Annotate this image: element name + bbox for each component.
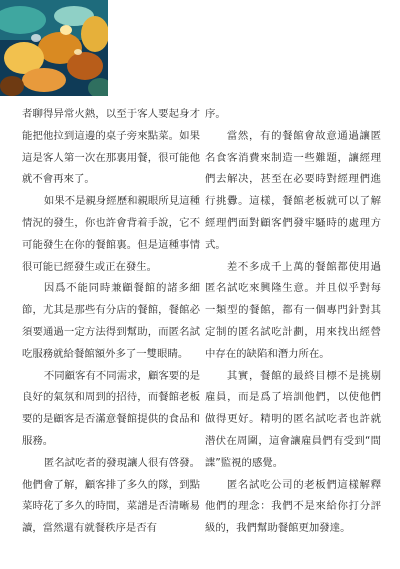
paragraph-8: 差不多成千上萬的餐館都使用過匿名試吃來興隆生意。并且似乎對每一類型的餐館，都有一個專門針對其定制的匿名試吃計劃，用來找出經營中存在的缺陷和潛力所在。 [205,260,381,360]
paragraph-7: 當然，有的餐館會故意通過讓匿名食客消費來制造一些難題，讓經理們去解决，甚至在必要時對經理們進行挑釁。這樣，餐館老板就可以了解經理們面對顧客們發牢騷時的處理方式。 [205,129,381,251]
left-text-column [22,104,200,540]
paragraph-2: 如果不是親身經歷和親眼所見這種情況的發生，你也許會背着手說，它不可能發生在你的餐館裏。但是這種事情很可能已經發生或正在發生。 [22,195,200,273]
paragraph-1: 者聊得异常火熱，以至于客人要起身才能把他拉到這邊的桌子旁來點菜。如果這是客人第一次在那裏用餐，很可能他就不會再來了。 [22,108,200,186]
paragraph-6: 序。 [205,108,226,120]
paragraph-4: 不同顧客有不同需求，顧客要的是良好的氣氛和周到的招待，而餐館老板要的是顧客是否滿意餐館提供的食品和服務。 [22,369,200,447]
paragraph-10: 匿名試吃公司的老板們這樣解釋他們的理念：我們不是來給你打分評級的，我們幫助餐館更加發達。 [205,478,381,535]
food-photo-illustration [0,0,108,96]
paragraph-5: 匿名試吃者的發現讓人很有啓發。他們會了解，顧客排了多久的隊，到點菜時花了多久的時間，菜譜是否清晰易讀，當然還有就餐秩序是否有 [22,456,200,535]
header-photo [0,0,108,96]
paragraph-9: 其實，餐館的最終目標不是挑剔雇員，而是爲了培訓他們，以使他們做得更好。精明的匿名試吃者也許就潜伏在周圍，這會讓雇員們有受到“間諜”監視的感覺。 [205,369,381,469]
paragraph-3: 因爲不能同時兼顧餐館的諸多細節，尤其是那些有分店的餐館，餐館必須要通過一定方法得到幫助，而匿名試吃服務就給餐館額外多了一雙眼睛。 [22,282,200,360]
right-text-column [205,104,381,540]
